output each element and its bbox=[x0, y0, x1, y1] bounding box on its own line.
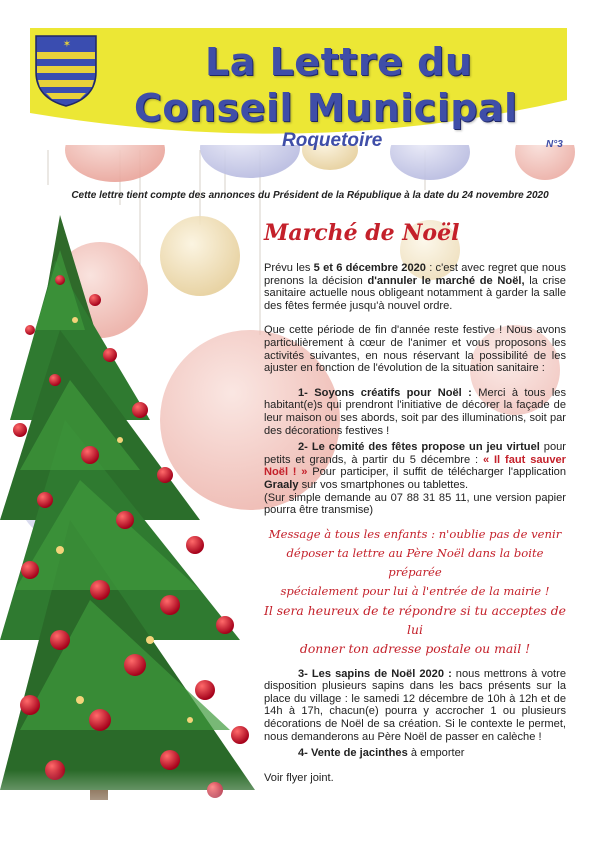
kids-message-line4: Il sera heureux de te répondre si tu acceptes de lui bbox=[264, 602, 566, 637]
kids-message-line5: donner ton adresse postale ou mail ! bbox=[299, 640, 531, 656]
newsletter-title-line1: La Lettre du bbox=[205, 40, 473, 84]
presidential-notice: Cette lettre tient compte des annonces du Président de la République à la date du 24 novembre 2020 bbox=[71, 190, 549, 201]
town-name-subtitle: Roquetoire bbox=[282, 130, 383, 151]
kids-message-line2: déposer ta lettre au Père Noël dans la boite préparée bbox=[286, 545, 544, 579]
intro-paragraph bbox=[264, 262, 566, 312]
activity-item-4 bbox=[264, 747, 566, 760]
game-name-highlight: « Il faut sauver Noël ! » bbox=[264, 453, 566, 479]
article-headline: Marché de Noël bbox=[264, 220, 460, 246]
intro-dates: 5 et 6 décembre 2020 bbox=[313, 262, 426, 274]
activity-item-3 bbox=[264, 668, 566, 744]
activity-2-text-2: Pour participer, il suffit de télécharger l'application bbox=[307, 466, 566, 479]
activity-4-text: à emporter bbox=[407, 747, 465, 760]
article-marche-de-noel bbox=[264, 220, 566, 796]
activity-1-title: 1- Soyons créatifs pour Noël : bbox=[298, 386, 472, 399]
activity-item-2 bbox=[264, 441, 566, 517]
activity-3-title: 3- Les sapins de Noël 2020 : bbox=[298, 667, 452, 680]
issue-number: N°3 bbox=[546, 139, 563, 150]
app-name-graaly: Graaly bbox=[264, 478, 299, 491]
activity-item-1 bbox=[264, 387, 566, 437]
newsletter-title-line2: Conseil Municipal bbox=[134, 86, 518, 130]
activity-2-title: 2- Le comité des fêtes propose un jeu virtuel bbox=[298, 441, 540, 454]
activity-2-text-1: pour petits et grands, à partir du 5 décembre : bbox=[264, 441, 566, 466]
festive-paragraph: Que cette période de fin d'année reste festive ! Nous avons particulièrement à cœur de l'animer et vous proposons les activités suivantes, en nous réservant la possibilité de les ajuster en fonction de l'évolution de la situation sanitaire : bbox=[264, 324, 566, 375]
svg-text:✶: ✶ bbox=[62, 39, 72, 50]
activity-3-text: nous mettrons à votre disposition plusieurs sapins dans les bacs présents sur la place du village : le samedi 12 décembre de 10h à 12h et de 14h à 17h, chacun(e) pourra y accrocher 1 ou plusieurs décorations de Noël de sa création. Si le contexte le permet, nous demanderons au Père Noël de passer en calèche ! bbox=[264, 667, 566, 743]
activity-2-text-3: sur vos smartphones ou tablettes. bbox=[298, 478, 469, 491]
intro-text-1: Prévu les bbox=[264, 262, 314, 274]
municipal-crest-logo bbox=[34, 34, 98, 108]
activity-4-title: 4- Vente de jacinthes bbox=[298, 747, 408, 760]
intro-text-3: la crise sanitaire actuelle nous obligeant notamment à garder la salle des fêtes fermée jusqu'à nouvel ordre. bbox=[264, 274, 566, 312]
activity-1-text: Merci à tous les habitant(e)s qui prendront l'initiative de décorer la façade de leur maison ou ses abords, soit par des illuminations, soit par des décorations festives ! bbox=[264, 386, 567, 437]
activity-2-paper-version-note: (Sur simple demande au 07 88 31 85 11, une version papier pourra être transmise) bbox=[264, 491, 566, 517]
closing-note: Voir flyer joint. bbox=[264, 771, 334, 784]
kids-message-line1: Message à tous les enfants : n'oublie pas de venir bbox=[268, 526, 562, 541]
kids-message-line3: spécialement pour lui à l'entrée de la mairie ! bbox=[280, 583, 550, 598]
kids-message bbox=[264, 525, 566, 658]
intro-cancel-decision: d'annuler le marché de Noël, bbox=[367, 274, 525, 287]
intro-text-2: : c'est avec regret que nous prenons la décision bbox=[264, 262, 566, 287]
